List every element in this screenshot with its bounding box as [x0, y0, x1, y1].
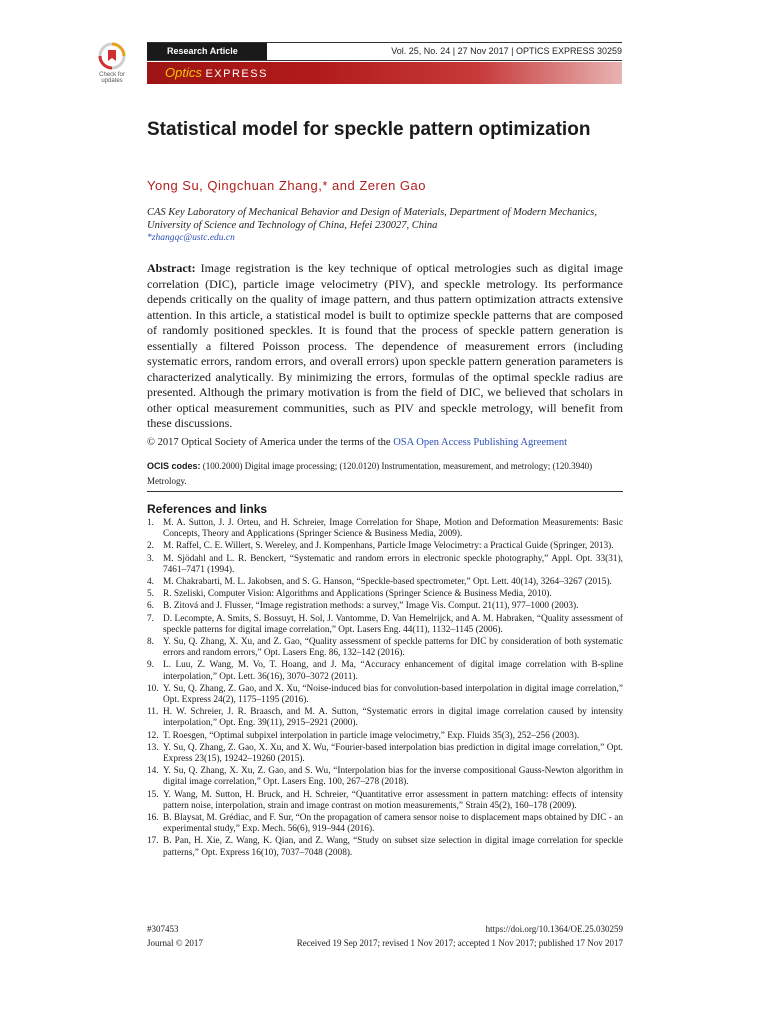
reference-number: 11.: [147, 707, 159, 718]
volume-info: Vol. 25, No. 24 | 27 Nov 2017 | OPTICS EXPRESS 30259: [391, 46, 622, 56]
reference-number: 13.: [147, 742, 159, 753]
page-footer: [147, 922, 623, 950]
journal-logo-word2: EXPRESS: [205, 68, 268, 80]
reference-text: D. Lecompte, A. Smits, S. Bossuyt, H. Sol, J. Vantomme, D. Van Hemelrijck, and A. M. Habraken, “Quality assessment of speckle patterns for digital image correlation,” Opt. Lasers Eng. 44(11), 1132–1145 (2006).: [163, 613, 623, 635]
reference-number: 1.: [147, 518, 154, 528]
reference-text: Y. Su, Q. Zhang, Z. Gao, X. Xu, and X. Wu, “Fourier-based interpolation bias prediction in digital image correlation,” Opt. Express 23(15), 19242–19260 (2015).: [163, 742, 623, 765]
reference-item: [147, 743, 623, 765]
reference-number: 10.: [147, 683, 159, 694]
reference-text: Y. Su, Q. Zhang, Z. Gao, and X. Xu, “Noise-induced bias for convolution-based interpolation in digital image correlation,” Opt. Express 24(2), 1175–1195 (2016).: [163, 683, 623, 706]
reference-text: Y. Su, Q. Zhang, X. Xu, Z. Gao, and S. Wu, “Interpolation bias for the inverse compositional Gauss-Newton algorithm in digital image correlation,” Opt. Lasers Eng. 100, 267–278 (2018).: [163, 766, 623, 788]
abstract: [147, 261, 623, 432]
reference-text: M. Raffel, C. E. Willert, S. Wereley, and J. Kompenhans, Particle Image Velocimetry: a Practical Guide (Springer, 2013).: [163, 541, 614, 552]
reference-item: [147, 614, 623, 636]
affiliation: CAS Key Laboratory of Mechanical Behavior and Design of Materials, Department of Modern Mechanics, University of Science and Technology of China, Hefei 230027, China: [147, 207, 597, 231]
reference-text: B. Blaysat, M. Grédiac, and F. Sur, “On the propagation of camera sensor noise to displacement maps obtained by DIC - an experimental study,” Exp. Mech. 56(6), 919–944 (2016).: [163, 813, 623, 835]
reference-list: [147, 518, 623, 860]
copyright-line: [147, 437, 623, 448]
oa-agreement-link[interactable]: OSA Open Access Publishing Agreement: [393, 437, 568, 448]
reference-text: M. Sjödahl and L. R. Benckert, “Systematic and random errors in electronic speckle photography,” Appl. Opt. 33(31), 7461–7471 (1994).: [163, 553, 623, 575]
reference-number: 14.: [147, 766, 159, 777]
reference-number: 5.: [147, 589, 154, 600]
reference-text: R. Szeliski, Computer Vision: Algorithms and Applications (Springer Science & Business Media, 2010).: [163, 589, 552, 600]
reference-item: [147, 836, 623, 858]
journal-copyright: Journal © 2017: [147, 938, 203, 948]
reference-number: 12.: [147, 730, 159, 741]
reference-text: M. A. Sutton, J. J. Orteu, and H. Schreier, Image Correlation for Shape, Motion and Deformation Measurements: Basic Concepts, Theory and Applications (Springer Science & Business Media, 2009).: [163, 518, 623, 540]
reference-item: [147, 601, 623, 612]
reference-number: 17.: [147, 836, 159, 847]
reference-number: 8.: [147, 637, 154, 648]
reference-item: [147, 766, 623, 788]
reference-text: H. W. Schreier, J. R. Braasch, and M. A. Sutton, “Systematic errors in digital image correlation caused by intensity interpolation,” Opt. Eng. 39(11), 2915–2921 (2000).: [163, 707, 623, 729]
reference-text: B. Pan, H. Xie, Z. Wang, K. Qian, and Z. Wang, “Study on subset size selection in digital image correlation for speckle patterns,” Opt. Express 16(10), 7037–7048 (2008).: [163, 836, 623, 858]
references-heading: References and links: [147, 502, 268, 516]
reference-item: [147, 518, 623, 540]
reference-text: Y. Wang, M. Sutton, H. Bruck, and H. Schreier, “Quantitative error assessment in pattern matching: effects of intensity pattern noise, interpolation, strain and image contrast on motion measurements,” Strain 45(2), 160–178 (2009).: [163, 789, 623, 811]
reference-number: 9.: [147, 660, 154, 671]
check-for-updates-label: Check for updates: [99, 72, 125, 84]
journal-logo-word1: Optics: [165, 65, 202, 80]
reference-item: [147, 731, 623, 742]
reference-text: T. Roesgen, “Optimal subpixel interpolation in particle image velocimetry,” Exp. Fluids 35(3), 252–256 (2003).: [163, 730, 580, 741]
paper-title: Statistical model for speckle pattern optimization: [147, 119, 591, 140]
reference-text: B. Zitová and J. Flusser, “Image registration methods: a survey,” Image Vis. Comput. 21(11), 977–1000 (2003).: [163, 601, 579, 612]
doi-link[interactable]: https://doi.org/10.1364/OE.25.030259: [485, 924, 623, 934]
reference-item: [147, 684, 623, 706]
reference-item: [147, 589, 623, 600]
ocis-label: OCIS codes:: [147, 461, 201, 471]
reference-item: [147, 577, 623, 588]
article-type-label: Research Article: [147, 43, 267, 60]
reference-number: 7.: [147, 613, 154, 624]
reference-text: L. Luu, Z. Wang, M. Vo, T. Hoang, and J. Ma, “Accuracy enhancement of digital image correlation with B-spline interpolation,” Opt. Lett. 36(16), 3070–3072 (2011).: [163, 660, 623, 682]
reference-item: [147, 707, 623, 729]
copyright-text: © 2017 Optical Society of America under the terms of the: [147, 437, 391, 448]
reference-item: [147, 660, 623, 682]
abstract-text: Image registration is the key technique of optical metrologies such as digital image correlation (DIC), particle image velocimetry (PIV), and speckle metrology. Its performance depends critically on the quality of image pattern, and thus pattern optimization attracts extensive attention. In this article, a statistical model is built to optimize speckle patterns that are composed of randomly positioned speckles. It is found that the process of speckle pattern generation is essentially a filtered Poisson process. The dependence of measurement errors (including systematic errors, random errors, and overall errors) upon speckle pattern generation parameters is characterized analytically. By minimizing the errors, formulas of the optimal speckle radius are presented. Although the primary motivation is from the field of DIC, we believed that scholars in other optical measurement communities, such as PIV and speckle metrology, will benefit from these discussions.: [147, 261, 623, 430]
corresponding-email[interactable]: *zhangqc@ustc.edu.cn: [147, 233, 235, 243]
reference-number: 4.: [147, 577, 154, 588]
ocis-text: (100.2000) Digital image processing; (120.0120) Instrumentation, measurement, and metrology; (120.3940) Metrology.: [147, 461, 593, 486]
journal-banner: [147, 62, 622, 84]
journal-header-bar: [147, 42, 622, 61]
article-id: #307453: [147, 924, 179, 934]
reference-number: 3.: [147, 553, 154, 564]
reference-item: [147, 554, 623, 576]
publication-dates: Received 19 Sep 2017; revised 1 Nov 2017; accepted 1 Nov 2017; published 17 Nov 2017: [296, 938, 623, 948]
journal-logo: [165, 65, 268, 82]
reference-number: 2.: [147, 541, 154, 552]
reference-text: Y. Su, Q. Zhang, X. Xu, and Z. Gao, “Quality assessment of speckle patterns for DIC by consideration of both systematic errors and random errors,” Opt. Lasers Eng. 86, 132–142 (2016).: [163, 637, 623, 659]
abstract-label: Abstract:: [147, 261, 196, 275]
reference-item: [147, 813, 623, 835]
reference-number: 15.: [147, 789, 159, 800]
reference-number: 16.: [147, 813, 159, 824]
author-list: Yong Su, Qingchuan Zhang,* and Zeren Gao: [147, 178, 426, 193]
reference-text: M. Chakrabarti, M. L. Jakobsen, and S. G. Hanson, “Speckle-based spectrometer,” Opt. Lett. 40(14), 3264–3267 (2015).: [163, 577, 612, 588]
reference-item: [147, 637, 623, 659]
reference-item: [147, 541, 623, 552]
reference-number: 6.: [147, 601, 154, 612]
ocis-codes: [147, 459, 623, 489]
section-divider: [147, 491, 623, 492]
reference-item: [147, 790, 623, 812]
